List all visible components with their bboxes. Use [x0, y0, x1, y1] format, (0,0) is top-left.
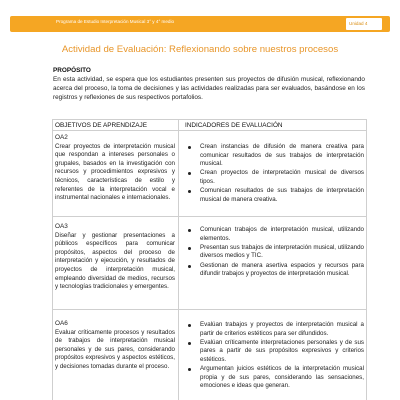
unit-badge: Unidad 4 — [346, 18, 382, 30]
objective-code: OA3 — [55, 223, 68, 230]
objective-cell — [55, 223, 175, 292]
objective-text: Crear proyectos de interpretación musical que respondan a intereses personales o grupales, basados en la investigación con recursos y procedimientos expresivos y técnicos, características de estilo y referentes de la interpretación vocal e instrumental nacionales e internacionales. — [55, 142, 175, 202]
indicator-item: Crean proyectos de interpretación musical de diversos tipos. — [186, 169, 364, 186]
indicator-item: Comunican resultados de sus trabajos de interpretación musical de manera creativa. — [186, 187, 364, 204]
indicator-item: Comunican trabajos de interpretación musical, utilizando elementos. — [186, 226, 364, 243]
indicator-item: Gestionan de manera asertiva espacios y recursos para difundir trabajos y proyectos de interpretación musical. — [186, 262, 364, 279]
indicator-item: Crean instancias de difusión de manera creativa para comunicar resultados de sus trabajos de interpretación musical. — [186, 143, 364, 169]
objective-code: OA6 — [55, 320, 68, 327]
page-title: Actividad de Evaluación: Reflexionando sobre nuestros procesos — [61, 44, 339, 55]
objective-cell — [55, 134, 175, 203]
objective-text: Diseñar y gestionar presentaciones a públicos específicos para comunicar propósitos, aspectos del proceso de interpretación y ejecución, y resultados de proyectos de interpretación musical, empleando diversidad de medios, recursos y tecnologías tradicionales y emergentes. — [55, 231, 175, 291]
indicator-item: Argumentan juicios estéticos de la interpretación musical propia y de sus pares, considerando las sensaciones, emociones e ideas que generan. — [186, 365, 364, 391]
header-objectives: OBJETIVOS DE APRENDIZAJE — [55, 122, 147, 129]
indicator-item: Presentan sus trabajos de interpretación musical, utilizando diversos medios y TIC. — [186, 244, 364, 261]
purpose-label: PROPÓSITO — [53, 67, 91, 74]
column-divider — [178, 119, 179, 400]
indicator-list — [186, 143, 364, 205]
program-title: Programa de Estudio Interpretación Musical 3° y 4° medio — [56, 19, 175, 24]
indicator-item: Evalúan trabajos y proyectos de interpretación musical a partir de criterios estéticos para ser difundidos. — [186, 321, 364, 338]
row-divider — [53, 309, 366, 310]
objective-code: OA2 — [55, 134, 68, 141]
table-header-row — [53, 119, 366, 131]
row-divider — [53, 216, 366, 217]
header-bar — [10, 16, 390, 32]
header-indicators: INDICADORES DE EVALUACIÓN — [185, 122, 283, 129]
indicator-list — [186, 226, 364, 279]
evaluation-table — [52, 119, 367, 400]
purpose-text: En esta actividad, se espera que los estudiantes presenten sus proyectos de difusión musical, reflexionando acerca del proceso, la toma de decisiones y las actividades realizadas para ser evaluados, basándose en los registros y reflexiones de sus respectivos portafolios. — [53, 76, 365, 102]
indicator-list — [186, 321, 364, 392]
objective-text: Evaluar críticamente procesos y resultados de trabajos de interpretación musical personales y de sus pares, considerando propósitos expresivos y aspectos estéticos, y decisiones tomadas durante el proceso. — [55, 328, 175, 370]
indicator-item: Evalúan críticamente interpretaciones personales y de sus pares a partir de sus propósitos expresivos y criterios estéticos. — [186, 339, 364, 365]
objective-cell — [55, 320, 175, 372]
